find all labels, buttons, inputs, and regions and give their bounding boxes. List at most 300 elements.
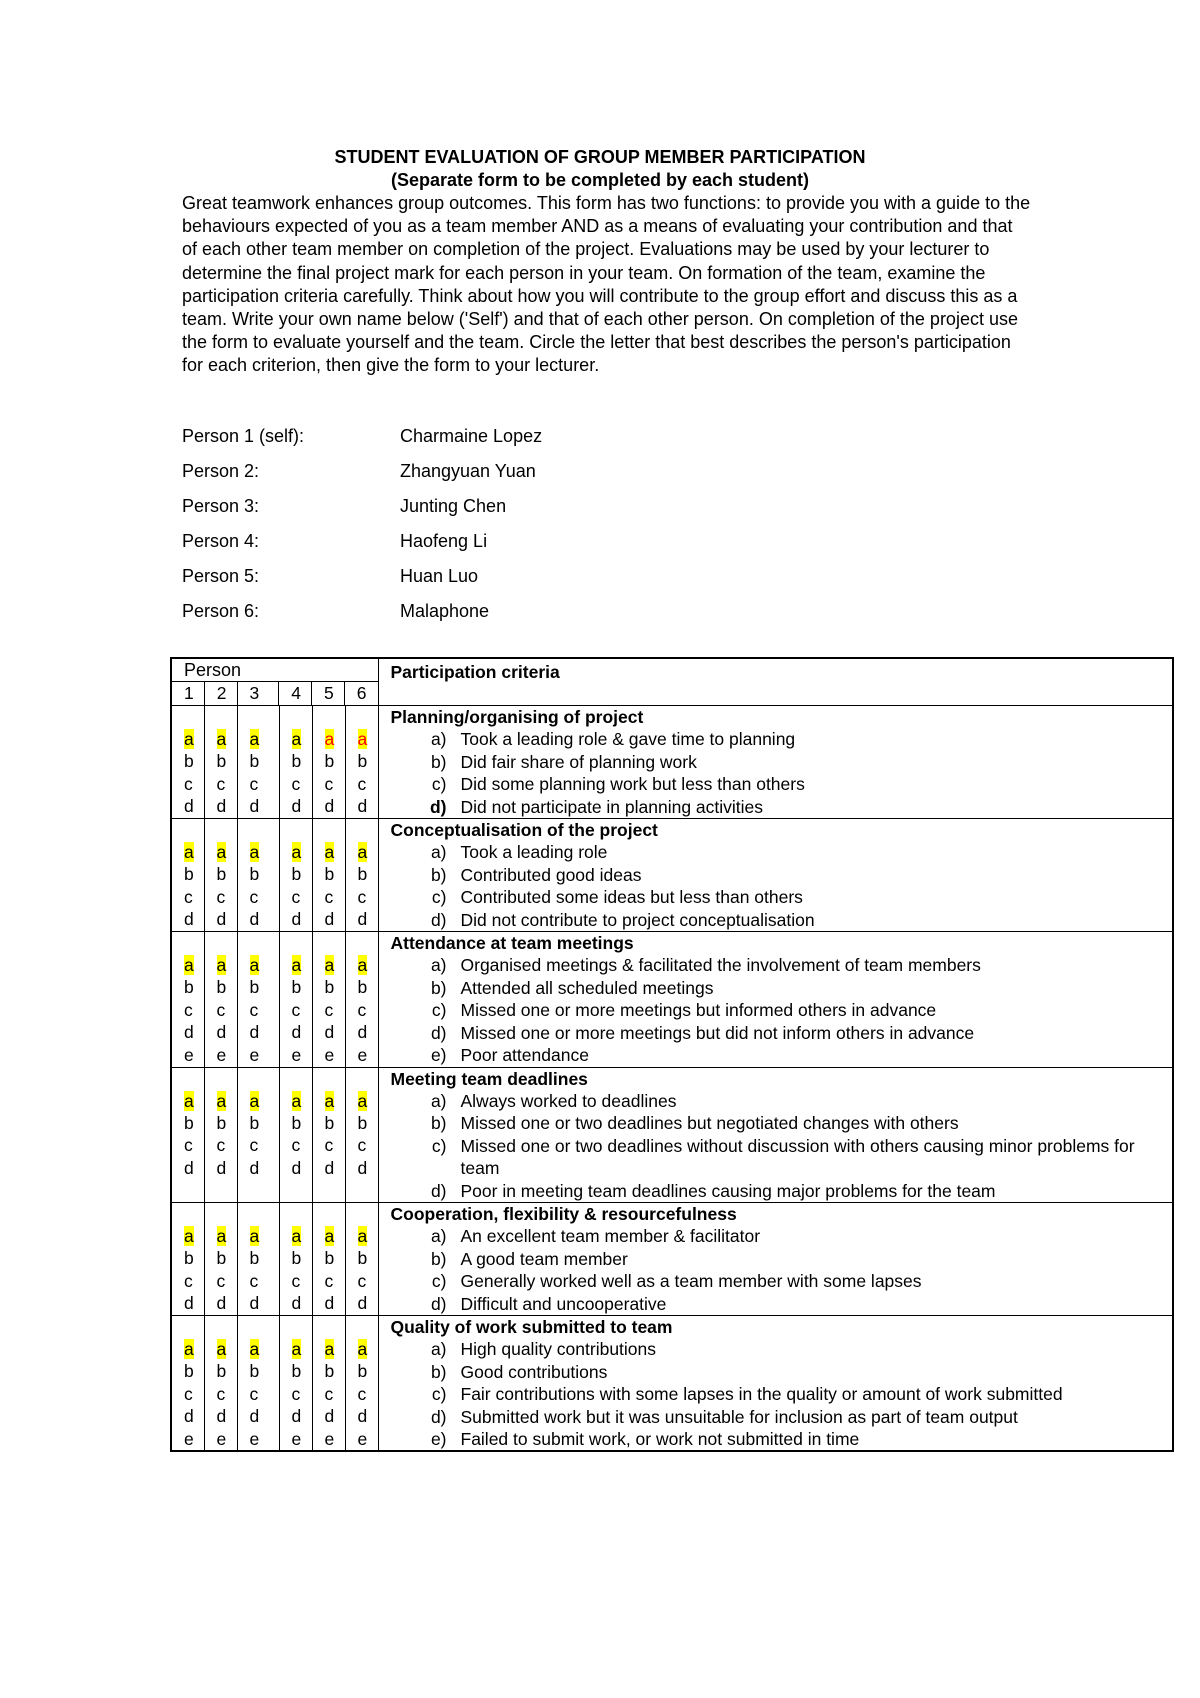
criteria-section-row [171, 1315, 1173, 1451]
criteria-title: Meeting team deadlines [390, 1068, 588, 1089]
rating-letter[interactable]: a [249, 955, 260, 976]
rating-letter[interactable]: d [357, 1022, 368, 1043]
person-name: Haofeng Li [400, 531, 488, 551]
criteria-section-row [171, 932, 1173, 1067]
criteria-option [391, 1135, 1173, 1180]
rating-letter[interactable]: d [291, 1022, 302, 1043]
rating-letter[interactable]: d [324, 1157, 335, 1178]
option-letter: c) [431, 1271, 447, 1292]
rating-letter-cell [171, 932, 204, 1067]
rating-letter-cell [204, 1315, 237, 1451]
rating-letter[interactable]: b [184, 1112, 194, 1133]
rating-letter-cell [237, 819, 279, 932]
option-text: Did not contribute to project conceptualisation [460, 909, 815, 930]
option-text: An excellent team member & facilitator [460, 1226, 761, 1247]
rating-letter[interactable]: e [324, 1044, 335, 1065]
rating-letter[interactable]: d [324, 909, 335, 930]
rating-letter[interactable]: d [291, 796, 302, 817]
rating-letter[interactable]: c [249, 999, 259, 1020]
rating-letter-cell [204, 819, 237, 932]
rating-letter-cell [312, 819, 345, 932]
rating-letter-cell [204, 706, 237, 819]
rating-letter[interactable]: b [216, 1361, 227, 1382]
rating-letter-cell [171, 1067, 204, 1202]
rating-letter[interactable]: d [357, 1157, 368, 1178]
person-number: 5 [312, 682, 345, 705]
rating-letter[interactable]: a [357, 729, 368, 749]
option-letter: d) [430, 1406, 447, 1427]
rating-letter[interactable]: b [357, 1112, 368, 1133]
rating-letter[interactable]: c [216, 1383, 226, 1404]
option-letter: a) [430, 729, 447, 750]
option-text: Organised meetings & facilitated the involvement of team members [460, 955, 981, 976]
criteria-option [391, 864, 1173, 886]
rating-letter[interactable]: c [184, 999, 193, 1020]
rating-letter[interactable]: a [249, 1090, 260, 1111]
rating-letter[interactable]: d [216, 796, 227, 817]
rating-letter[interactable]: a [357, 955, 368, 976]
rating-letter-cell [171, 1202, 204, 1315]
rating-letter[interactable]: a [216, 842, 227, 863]
criteria-cell [378, 1202, 1173, 1315]
rating-letter[interactable]: e [184, 1044, 194, 1065]
option-text: Took a leading role & gave time to planning [460, 729, 796, 750]
rating-letter-cell [312, 706, 345, 819]
rating-letter[interactable]: d [184, 1406, 194, 1427]
criteria-option [391, 1383, 1173, 1405]
person-name: Huan Luo [400, 566, 479, 586]
person-number: 3 [238, 682, 280, 705]
form-title: STUDENT EVALUATION OF GROUP MEMBER PARTICIPATION [334, 147, 866, 167]
rating-letter[interactable]: e [249, 1428, 260, 1449]
option-letter: c) [431, 1135, 447, 1156]
person-label: Person 4: [182, 531, 260, 551]
rating-letter[interactable]: c [291, 999, 301, 1020]
criteria-option [391, 841, 1173, 863]
rating-letter[interactable]: b [357, 1248, 368, 1269]
criteria-option [391, 1112, 1173, 1134]
option-letter: e) [430, 1045, 447, 1066]
rating-letter[interactable]: c [291, 1270, 301, 1291]
rating-letter[interactable]: d [324, 1406, 335, 1427]
rating-letter[interactable]: c [216, 773, 226, 794]
rating-letter[interactable]: c [357, 886, 367, 907]
option-text: A good team member [460, 1248, 628, 1269]
option-letter: d) [430, 1180, 447, 1201]
rating-letter-cell [237, 1202, 279, 1315]
rating-letter[interactable]: a [324, 729, 335, 749]
option-text: High quality contributions [460, 1339, 657, 1360]
rating-letter-cell [312, 932, 345, 1067]
rating-letter[interactable]: d [216, 1157, 227, 1178]
person-label: Person 3: [182, 496, 260, 516]
rating-letter[interactable]: c [216, 1270, 226, 1291]
rating-letter[interactable]: a [324, 955, 335, 976]
rating-letter-cell [204, 932, 237, 1067]
option-text: Contributed some ideas but less than others [460, 887, 803, 908]
rating-letter[interactable]: a [184, 842, 194, 863]
rating-letter[interactable]: a [291, 1338, 302, 1359]
criteria-option [391, 1293, 1173, 1315]
rating-letter[interactable]: c [324, 1135, 334, 1156]
rating-letter[interactable]: a [324, 1225, 335, 1246]
option-text: Submitted work but it was unsuitable for inclusion as part of team output [460, 1406, 1018, 1427]
rating-letter[interactable]: b [249, 1248, 260, 1269]
person-name: Charmaine Lopez [400, 426, 543, 446]
rating-letter[interactable]: c [324, 773, 334, 794]
rating-letter[interactable]: b [216, 977, 227, 998]
rating-letter[interactable]: d [249, 1406, 260, 1427]
rating-letter[interactable]: b [357, 1361, 368, 1382]
rating-letter[interactable]: a [357, 842, 368, 863]
rating-letter[interactable]: b [249, 751, 260, 772]
rating-letter[interactable]: e [357, 1044, 368, 1065]
criteria-option [391, 1225, 1173, 1247]
criteria-title: Cooperation, flexibility & resourcefulness [390, 1203, 737, 1224]
rating-letter[interactable]: c [357, 1135, 367, 1156]
rating-letter[interactable]: c [249, 886, 259, 907]
option-text: Poor in meeting team deadlines causing major problems for the team [460, 1180, 996, 1201]
option-letter: d) [429, 796, 447, 817]
option-letter: c) [431, 1384, 447, 1405]
option-text: Good contributions [460, 1361, 608, 1382]
option-letter: d) [430, 909, 447, 930]
person-name: Zhangyuan Yuan [400, 461, 536, 481]
option-letter: b) [430, 977, 447, 998]
rating-letter[interactable]: e [324, 1428, 335, 1449]
criteria-option [391, 728, 1173, 750]
option-letter: b) [430, 1248, 447, 1269]
criteria-option [391, 1406, 1173, 1428]
criteria-cell [378, 1315, 1173, 1451]
rating-letter[interactable]: e [291, 1044, 302, 1065]
rating-letter[interactable]: d [216, 1293, 227, 1314]
rating-letter-cell [345, 1202, 378, 1315]
option-text: Took a leading role [460, 842, 608, 863]
rating-letter-cell [171, 1315, 204, 1451]
rating-letter[interactable]: d [357, 1293, 368, 1314]
rating-letter[interactable]: d [216, 909, 227, 930]
rating-letter[interactable]: c [324, 886, 334, 907]
person-number: 2 [205, 682, 238, 705]
rating-letter-cell [171, 706, 204, 819]
rating-letter[interactable]: c [216, 999, 226, 1020]
rating-letter[interactable]: b [324, 864, 335, 885]
rating-letter-cell [204, 1202, 237, 1315]
rating-letter[interactable]: a [291, 955, 302, 976]
rating-letter[interactable]: d [291, 1293, 302, 1314]
rating-letter[interactable]: e [216, 1044, 227, 1065]
criteria-section-row [171, 1202, 1173, 1315]
criteria-option [391, 1248, 1173, 1270]
rating-letter-cell [237, 1067, 279, 1202]
criteria-option [391, 1090, 1173, 1112]
option-text: Failed to submit work, or work not submitted in time [460, 1429, 860, 1449]
option-text: Fair contributions with some lapses in the quality or amount of work submitted [460, 1384, 1063, 1405]
option-letter: a) [430, 955, 447, 976]
rating-letter[interactable]: c [184, 773, 193, 794]
criteria-title: Planning/organising of project [390, 707, 644, 727]
rating-letter[interactable]: a [184, 729, 194, 749]
option-text: Did not participate in planning activities [460, 796, 764, 817]
rating-letter[interactable]: d [184, 909, 194, 930]
rating-letter[interactable]: b [291, 1361, 302, 1382]
rating-letter[interactable]: d [249, 796, 260, 817]
rating-letter[interactable]: a [216, 1090, 227, 1111]
rating-letter[interactable]: a [357, 1225, 368, 1246]
evaluation-table [170, 657, 1174, 1452]
rating-letter[interactable]: d [184, 1022, 194, 1043]
rating-letter[interactable]: b [324, 751, 335, 772]
criteria-option [391, 954, 1173, 976]
rating-letter[interactable]: a [291, 729, 302, 749]
rating-letter[interactable]: b [184, 1361, 194, 1382]
rating-letter[interactable]: c [184, 1383, 193, 1404]
criteria-option [391, 1361, 1173, 1383]
option-letter: d) [430, 1022, 447, 1043]
rating-letter[interactable]: b [357, 864, 368, 885]
rating-letter[interactable]: c [324, 999, 334, 1020]
rating-letter[interactable]: d [184, 1293, 194, 1314]
rating-letter[interactable]: b [184, 751, 194, 772]
rating-letter[interactable]: c [291, 773, 301, 794]
rating-letter[interactable]: b [249, 1361, 260, 1382]
criteria-cell [378, 706, 1173, 819]
criteria-option [391, 977, 1173, 999]
option-text: Did fair share of planning work [460, 751, 697, 772]
option-text: Missed one or two deadlines without discussion with others causing minor problems for team [460, 1135, 1135, 1179]
rating-letter[interactable]: c [291, 1383, 301, 1404]
rating-letter[interactable]: a [249, 729, 260, 749]
rating-letter[interactable]: d [184, 796, 194, 817]
criteria-option [391, 1022, 1173, 1044]
criteria-option [391, 796, 1173, 818]
rating-letter-cell [279, 1067, 312, 1202]
rating-letter[interactable]: d [291, 909, 302, 930]
rating-letter[interactable]: a [184, 955, 194, 976]
rating-letter[interactable]: a [184, 1090, 194, 1111]
rating-letter[interactable]: b [216, 751, 227, 772]
rating-letter[interactable]: b [324, 977, 335, 998]
criteria-title: Attendance at team meetings [390, 933, 634, 954]
rating-letter[interactable]: a [291, 842, 302, 863]
criteria-option [391, 999, 1173, 1021]
option-text: Poor attendance [460, 1045, 589, 1066]
rating-letter[interactable]: c [216, 886, 226, 907]
criteria-cell [378, 819, 1173, 932]
rating-letter[interactable]: b [216, 864, 227, 885]
rating-letter[interactable]: b [291, 977, 302, 998]
rating-letter[interactable]: a [216, 1225, 227, 1246]
rating-letter-cell [279, 1202, 312, 1315]
rating-letter[interactable]: a [357, 1338, 368, 1359]
option-text: Difficult and uncooperative [460, 1293, 667, 1314]
rating-letter[interactable]: c [249, 1135, 259, 1156]
rating-letter[interactable]: b [184, 977, 194, 998]
person-label: Person 6: [182, 601, 260, 621]
criteria-option [391, 751, 1173, 773]
rating-letter[interactable]: c [324, 1383, 334, 1404]
criteria-cell [378, 932, 1173, 1067]
rating-letter[interactable]: c [357, 999, 367, 1020]
option-letter: e) [430, 1429, 447, 1449]
rating-letter[interactable]: d [357, 909, 368, 930]
rating-letter[interactable]: c [216, 1135, 226, 1156]
rating-letter[interactable]: b [324, 1112, 335, 1133]
rating-letter[interactable]: a [216, 955, 227, 976]
rating-letter[interactable]: e [357, 1428, 368, 1449]
criteria-section-row [171, 1067, 1173, 1202]
rating-letter[interactable]: c [249, 1383, 259, 1404]
person-number-row [172, 681, 378, 705]
rating-letter[interactable]: c [357, 1270, 367, 1291]
criteria-cell [378, 1067, 1173, 1202]
person-label: Person 2: [182, 461, 260, 481]
rating-letter[interactable]: d [324, 1293, 335, 1314]
person-name: Malaphone [400, 601, 490, 621]
rating-letter[interactable]: a [357, 1090, 368, 1111]
rating-letter[interactable]: b [324, 1248, 335, 1269]
rating-letter[interactable]: e [291, 1428, 302, 1449]
rating-letter[interactable]: c [357, 773, 367, 794]
rating-letter-cell [279, 932, 312, 1067]
rating-letter[interactable]: b [324, 1361, 335, 1382]
rating-letter-cell [279, 819, 312, 932]
rating-letter[interactable]: a [324, 1090, 335, 1111]
rating-letter[interactable]: c [357, 1383, 367, 1404]
rating-letter-cell [279, 706, 312, 819]
criteria-option [391, 1338, 1173, 1360]
rating-letter[interactable]: e [216, 1428, 227, 1449]
option-text: Generally worked well as a team member with some lapses [460, 1271, 922, 1292]
rating-letter[interactable]: c [324, 1270, 334, 1291]
rating-letter[interactable]: d [291, 1157, 302, 1178]
rating-letter[interactable]: b [184, 1248, 194, 1269]
rating-letter[interactable]: b [291, 1112, 302, 1133]
rating-letter[interactable]: e [184, 1428, 194, 1449]
rating-letter[interactable]: a [216, 1338, 227, 1359]
rating-letter-cell [237, 932, 279, 1067]
person-number: 1 [172, 682, 205, 705]
rating-letter[interactable]: d [216, 1022, 227, 1043]
rating-letter[interactable]: d [249, 1022, 260, 1043]
rating-letter[interactable]: d [324, 1022, 335, 1043]
rating-letter[interactable]: a [249, 1225, 260, 1246]
rating-letter[interactable]: d [357, 796, 368, 817]
criteria-option [391, 1180, 1173, 1202]
table-header-row [171, 658, 1173, 706]
rating-letter[interactable]: a [184, 1338, 194, 1359]
option-letter: c) [431, 887, 447, 908]
rating-letter[interactable]: c [291, 886, 301, 907]
rating-letter-cell [312, 1202, 345, 1315]
rating-letter[interactable]: b [291, 751, 302, 772]
rating-letter[interactable]: a [324, 842, 335, 863]
person-label: Person 5: [182, 566, 260, 586]
rating-letter[interactable]: d [249, 1157, 260, 1178]
rating-letter[interactable]: b [216, 1248, 227, 1269]
rating-letter[interactable]: e [249, 1044, 260, 1065]
option-letter: b) [430, 1361, 447, 1382]
criteria-title: Conceptualisation of the project [390, 820, 658, 841]
rating-letter[interactable]: a [216, 729, 227, 749]
rating-letter[interactable]: d [216, 1406, 227, 1427]
rating-letter[interactable]: d [324, 796, 335, 817]
rating-letter-cell [345, 819, 378, 932]
person-number: 4 [279, 682, 312, 705]
option-letter: b) [430, 1113, 447, 1134]
rating-letter-cell [237, 1315, 279, 1451]
rating-letter[interactable]: a [291, 1090, 302, 1111]
option-text: Contributed good ideas [460, 864, 642, 885]
rating-letter[interactable]: c [249, 1270, 259, 1291]
rating-letter-cell [204, 1067, 237, 1202]
rating-letter[interactable]: a [324, 1338, 335, 1359]
rating-letter[interactable]: b [291, 864, 302, 885]
rating-letter[interactable]: b [357, 751, 368, 772]
rating-letter[interactable]: b [184, 864, 194, 885]
rating-letter[interactable]: c [184, 1270, 193, 1291]
option-letter: c) [431, 1000, 447, 1021]
option-letter: b) [430, 751, 447, 772]
option-letter: d) [430, 1293, 447, 1314]
rating-letter[interactable]: a [249, 1338, 260, 1359]
person-header: Person [184, 660, 242, 680]
option-letter: a) [430, 1226, 447, 1247]
rating-letter-cell [279, 1315, 312, 1451]
option-letter: a) [430, 1090, 447, 1111]
rating-letter[interactable]: c [184, 1135, 193, 1156]
criteria-option [391, 773, 1173, 795]
rating-letter[interactable]: a [249, 842, 260, 863]
criteria-option [391, 909, 1173, 931]
rating-letter-cell [171, 819, 204, 932]
rating-letter[interactable]: a [184, 1225, 194, 1246]
criteria-header: Participation criteria [378, 658, 1173, 706]
rating-letter[interactable]: d [249, 1293, 260, 1314]
criteria-option [391, 1270, 1173, 1292]
rating-letter[interactable]: b [249, 1112, 260, 1133]
rating-letter[interactable]: d [249, 909, 260, 930]
rating-letter-cell [345, 1067, 378, 1202]
option-letter: b) [430, 864, 447, 885]
rating-letter[interactable]: b [357, 977, 368, 998]
option-text: Attended all scheduled meetings [460, 977, 714, 998]
option-text: Missed one or more meetings but informed others in advance [460, 1000, 937, 1021]
rating-letter[interactable]: c [291, 1135, 301, 1156]
rating-letter[interactable]: c [249, 773, 259, 794]
person-number: 6 [356, 683, 367, 703]
rating-letter[interactable]: a [291, 1225, 302, 1246]
rating-letter[interactable]: b [291, 1248, 302, 1269]
person-label: Person 1 (self): [182, 426, 305, 446]
rating-letter[interactable]: b [216, 1112, 227, 1133]
rating-letter-cell [237, 706, 279, 819]
option-text: Always worked to deadlines [460, 1090, 677, 1111]
option-letter: c) [431, 774, 447, 795]
rating-letter-cell [312, 1067, 345, 1202]
option-text: Missed one or two deadlines but negotiated changes with others [460, 1113, 959, 1134]
rating-letter[interactable]: d [184, 1157, 194, 1178]
intro-paragraph: Great teamwork enhances group outcomes. This form has two functions: to provide you with a guide to the behaviours expected of you as a team member AND as a means of evaluating your contribution and that of each other team member on completion of the project. Evaluations may be used by your lecturer to determine the final project mark for each person in your team. On formation of the team, examine the participation criteria carefully. Think about how you will contribute to the group effort and discuss this as a team. Write your own name below ('Self') and that of each other person. On completion of the project use the form to evaluate yourself and the team. Circle the letter that best describes the person's participation for each criterion, then give the form to your lecturer. [182, 193, 1031, 376]
rating-letter[interactable]: d [357, 1406, 368, 1427]
rating-letter[interactable]: c [184, 886, 193, 907]
criteria-section-row [171, 819, 1173, 932]
rating-letter[interactable]: b [249, 977, 260, 998]
option-letter: a) [430, 1339, 447, 1360]
rating-letter[interactable]: b [249, 864, 260, 885]
rating-letter[interactable]: d [291, 1406, 302, 1427]
